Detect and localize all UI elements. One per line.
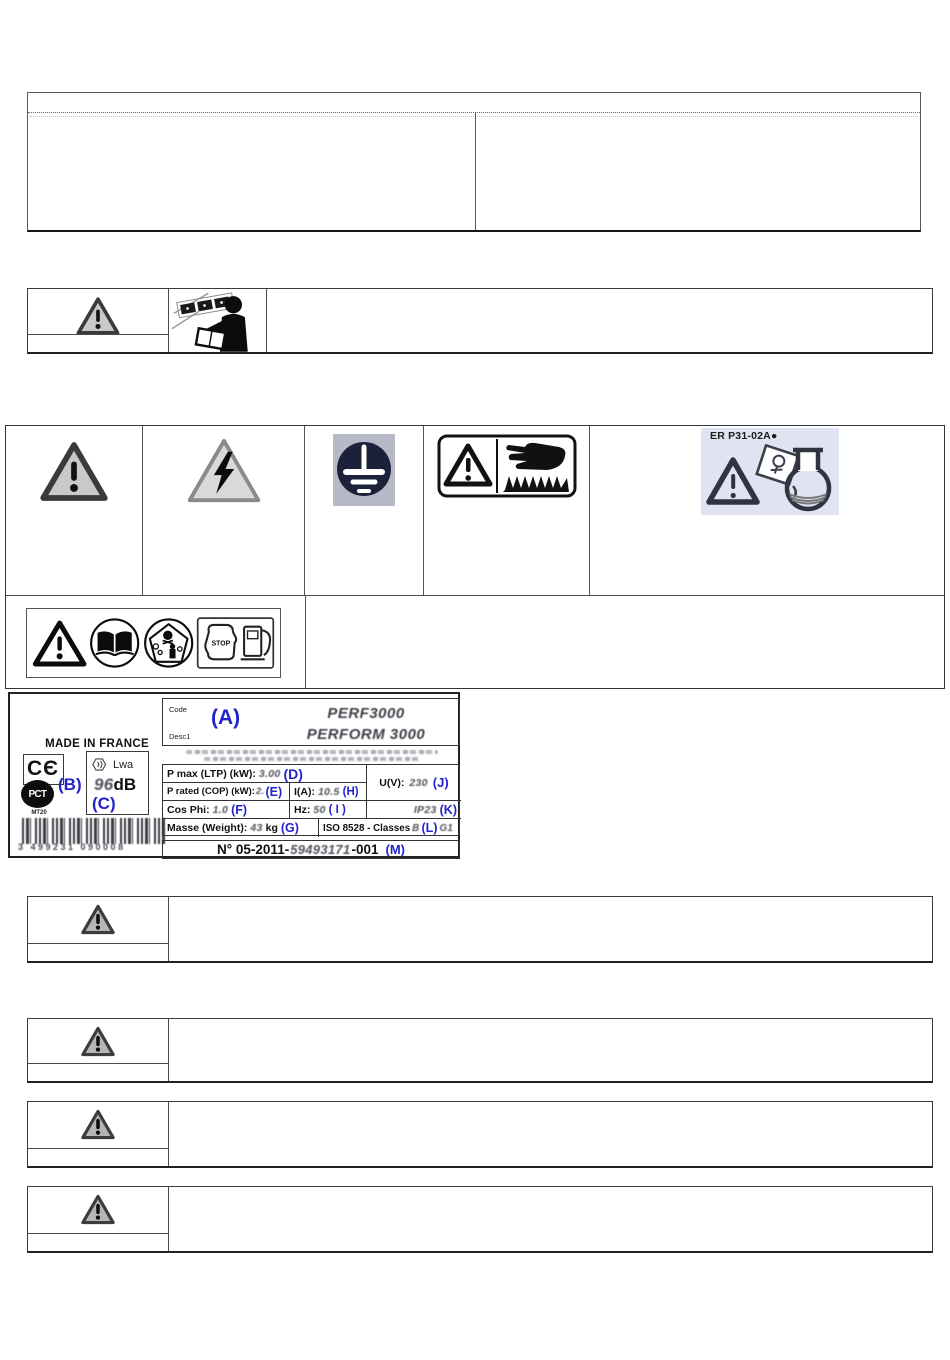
warning-box-4 xyxy=(27,1186,933,1253)
warning-triangle-icon xyxy=(38,440,110,503)
earth-ground-cell xyxy=(305,426,424,595)
pmax-value: 3.00 xyxy=(258,767,281,780)
pictogram-table xyxy=(5,425,945,689)
barcode-bars xyxy=(22,818,166,844)
address-text-blurred xyxy=(204,757,420,761)
ref-letter-l: (L) xyxy=(421,821,438,835)
top-table-column-divider xyxy=(475,113,476,230)
warning-box-2 xyxy=(27,1018,933,1083)
made-in-france-label: MADE IN FRANCE xyxy=(45,738,149,750)
general-warning-cell xyxy=(6,426,143,595)
ia-label: I(A): xyxy=(294,785,315,798)
warning-label-strip xyxy=(28,1063,168,1081)
hz-value: 50 xyxy=(313,803,326,816)
warning-label-strip xyxy=(28,1233,168,1251)
mass-cell xyxy=(163,819,319,837)
oil-fill-cell xyxy=(590,426,944,595)
ref-letter-a: (A) xyxy=(211,706,241,729)
electric-hazard-cell xyxy=(143,426,305,595)
desc-label: Desc1 xyxy=(169,732,191,741)
warning-triangle-icon xyxy=(80,1109,116,1140)
address-text-blurred xyxy=(186,750,438,754)
ref-letter-m: (M) xyxy=(385,842,405,857)
ref-letter-h: (H) xyxy=(342,785,359,798)
warning-symbol-cell xyxy=(28,1102,169,1166)
warning-symbol-cell xyxy=(28,1187,169,1251)
person-reading-cell xyxy=(169,289,267,352)
warning-label-strip xyxy=(28,943,168,961)
prated-label: P rated (COP) (kW): xyxy=(167,786,255,797)
ref-letter-j: (J) xyxy=(432,775,449,790)
electric-hazard-icon xyxy=(185,436,263,505)
model-code-box xyxy=(162,698,460,746)
top-table-dotted-line xyxy=(30,116,918,117)
warning-triangle-icon xyxy=(32,618,87,668)
person-reading-icon xyxy=(170,290,266,354)
ref-letter-k: (K) xyxy=(439,802,457,817)
safety-intro-box xyxy=(27,288,933,354)
ref-letter-i: ( I ) xyxy=(328,803,346,816)
mass-label: Masse (Weight): xyxy=(167,822,248,834)
pmax-label: P max (LTP) (kW): xyxy=(167,767,256,780)
noise-symbol-label: Lwa xyxy=(113,758,134,771)
voltage-cell xyxy=(367,765,461,801)
ip-value: IP23 xyxy=(413,803,437,816)
ref-letter-f: (F) xyxy=(231,802,248,817)
warning-triangle-icon xyxy=(75,296,121,336)
gost-mark xyxy=(21,780,57,816)
desc-value: PERFORM 3000 xyxy=(306,726,426,743)
oil-diagram-bullet: ● xyxy=(770,430,778,442)
noise-level-box xyxy=(86,751,149,815)
warning-triangle-icon xyxy=(80,1194,116,1225)
mass-unit: kg xyxy=(265,822,278,834)
serial-prefix: N° 05-2011- xyxy=(217,842,290,857)
serial-suffix: -001 xyxy=(351,842,379,857)
warning-symbol-cell xyxy=(28,1019,169,1081)
ref-letter-b: (B) xyxy=(58,775,82,794)
iso-label: ISO 8528 - Classes xyxy=(323,822,411,834)
spec-table xyxy=(162,764,460,836)
gost-mark-text: РСТ xyxy=(21,780,54,808)
prated-value: 2. xyxy=(255,786,265,797)
oil-diagram xyxy=(701,428,839,515)
warning-symbol-cell xyxy=(28,897,169,961)
top-info-table xyxy=(27,92,921,232)
current-cell xyxy=(290,783,367,801)
oil-diagram-label: ER P31-02A xyxy=(710,430,771,442)
cosphi-label: Cos Phi: xyxy=(167,803,210,816)
ce-mark: CЄ xyxy=(23,754,64,785)
warning-triangle-icon xyxy=(80,1026,116,1057)
gost-mark-sub: MT20 xyxy=(31,810,47,816)
barcode xyxy=(18,818,170,852)
noise-unit: dB xyxy=(113,775,137,794)
noise-value: 96 xyxy=(94,775,114,794)
cosphi-value: 1.0 xyxy=(212,803,229,816)
serial-number-row xyxy=(162,840,460,859)
read-manual-icon xyxy=(89,617,140,669)
ref-letter-e: (E) xyxy=(265,784,283,799)
top-table-header-row xyxy=(28,93,920,113)
serial-middle: 59493171 xyxy=(290,842,351,857)
ref-letter-d: (D) xyxy=(283,765,303,782)
barcode-digits: 3 499231 090008 xyxy=(18,842,126,852)
pictogram-table-bottom-row xyxy=(6,596,944,688)
frequency-cell xyxy=(290,801,367,819)
ref-letter-g: (G) xyxy=(280,821,299,835)
warning-label-strip xyxy=(28,1148,168,1166)
uv-label: U(V): xyxy=(379,776,405,789)
hz-label: Hz: xyxy=(294,803,311,816)
code-value: PERF3000 xyxy=(327,705,405,722)
ip-rating-cell xyxy=(367,801,461,819)
prated-cell xyxy=(163,783,290,801)
code-label: Code xyxy=(169,705,187,714)
uv-value: 230 xyxy=(409,776,428,789)
mass-value: 43 xyxy=(250,822,263,834)
stop-engine-refuel-icon xyxy=(196,616,275,670)
exhaust-danger-icon xyxy=(143,617,194,669)
earth-ground-icon xyxy=(333,434,395,506)
stop-text: STOP xyxy=(211,640,231,648)
combined-safety-label xyxy=(26,608,281,678)
noise-icon xyxy=(92,757,108,772)
warning-symbol-cell xyxy=(28,289,169,352)
pmax-cell xyxy=(163,765,367,783)
cosphi-cell xyxy=(163,801,290,819)
identification-plate xyxy=(8,692,460,858)
iso-value: B xyxy=(412,822,420,834)
warning-box-1 xyxy=(27,896,933,963)
ia-value: 10.5 xyxy=(318,785,340,798)
hot-surface-icon xyxy=(437,434,577,498)
hot-surface-cell xyxy=(424,426,590,595)
warning-label-strip xyxy=(28,334,168,352)
iso-tail: G1 xyxy=(439,822,454,834)
ref-letter-c: (C) xyxy=(92,794,116,813)
warning-box-3 xyxy=(27,1101,933,1168)
oil-fill-icon xyxy=(705,444,835,512)
iso-class-cell xyxy=(319,819,461,837)
warning-triangle-icon xyxy=(80,904,116,935)
